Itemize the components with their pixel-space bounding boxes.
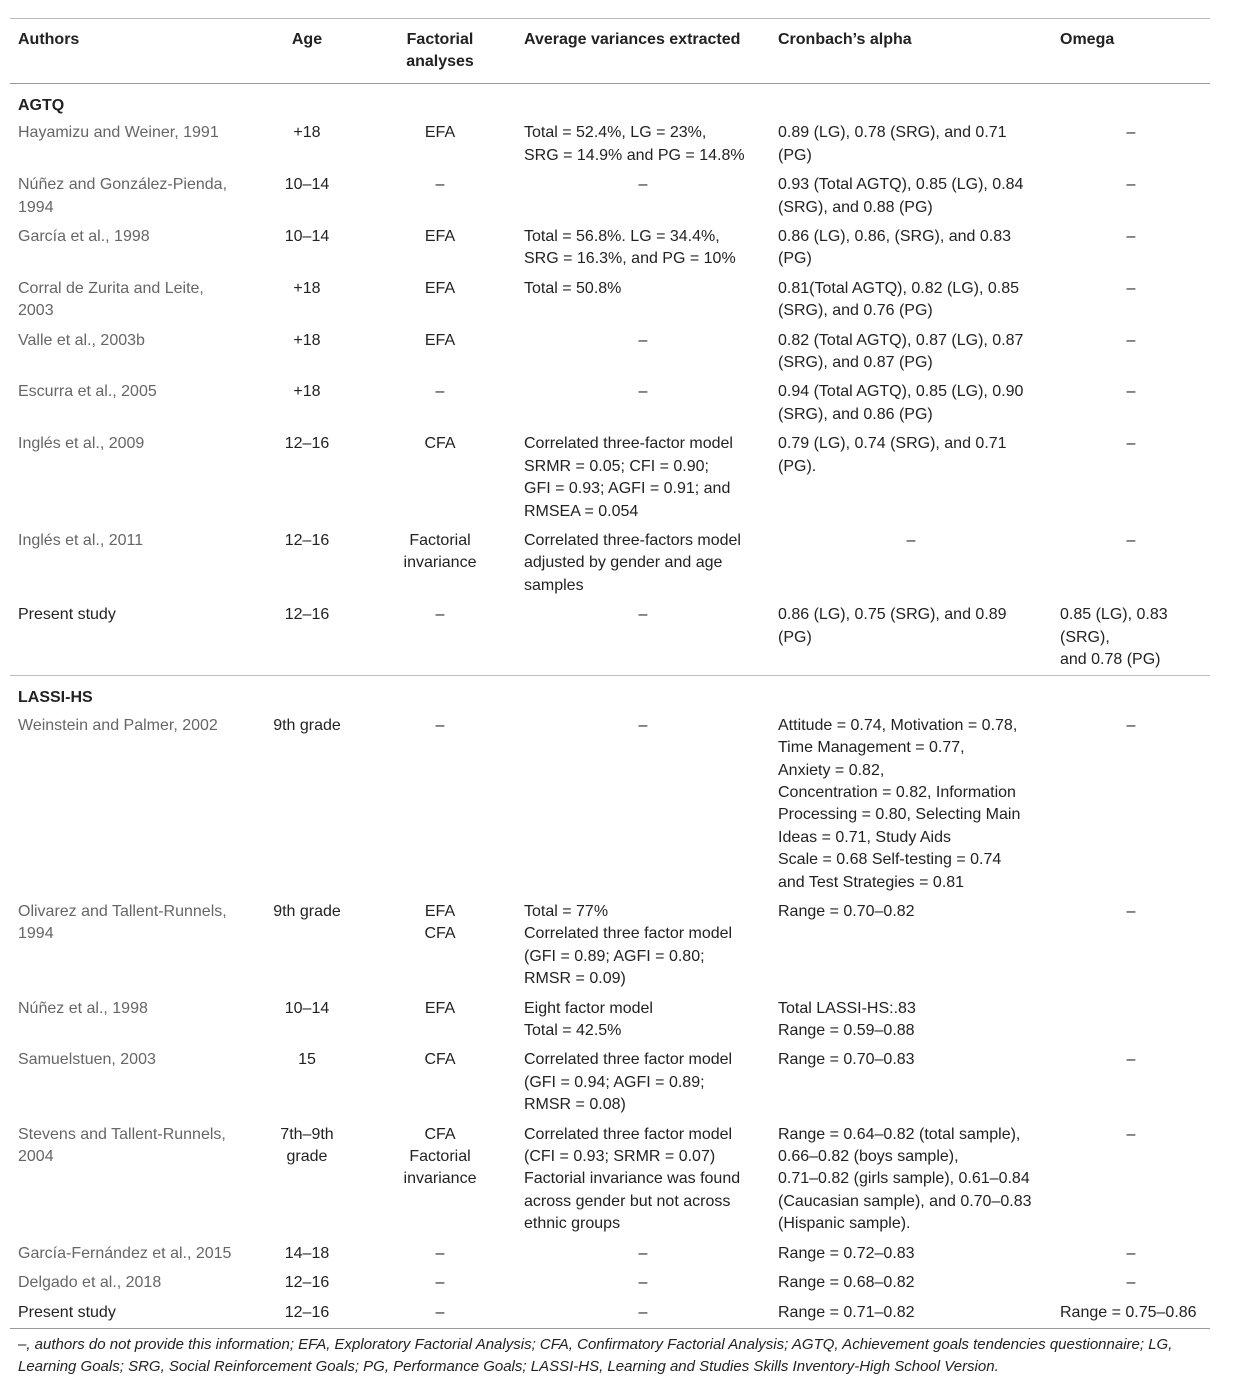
factorial-analysis-cell: EFA (424, 999, 456, 1017)
section-heading-row (10, 84, 1210, 120)
header-average-variances: Average variances extracted (524, 31, 741, 48)
age-cell: 9th grade (273, 716, 341, 734)
factorial-analysis-cell: EFA (424, 279, 456, 297)
average-variance-cell: – (638, 1244, 648, 1262)
average-variance-cell: Correlated three factor model (CFI = 0.93; SRMR = 0.07) Factorial invariance was found across gender but not across ethnic groups (524, 1125, 741, 1233)
table-container (10, 18, 1210, 1379)
author-cell: Valle et al., 2003b (18, 331, 145, 349)
section-title: AGTQ (18, 97, 65, 114)
omega-cell: – (1126, 903, 1136, 920)
table-row (10, 171, 1210, 223)
header-cronbach-alpha: Cronbach’s alpha (778, 31, 912, 48)
factorial-analysis-cell: – (435, 716, 445, 734)
table-row (10, 119, 1210, 171)
factorial-analysis-cell: EFA CFA (424, 903, 456, 943)
average-variance-cell: Total = 56.8%. LG = 34.4%, SRG = 16.3%, and PG = 10% (524, 228, 736, 268)
cronbach-alpha-cell: 0.79 (LG), 0.74 (SRG), and 0.71 (PG). (778, 435, 1007, 475)
header-factorial-analyses: Factorial analyses (406, 31, 474, 70)
factorial-analysis-cell: CFA Factorial invariance (403, 1125, 477, 1188)
factorial-analysis-cell: – (435, 1274, 445, 1292)
cronbach-alpha-cell: 0.86 (LG), 0.86, (SRG), and 0.83 (PG) (778, 228, 1012, 268)
omega-cell: – (1126, 176, 1136, 194)
omega-cell: – (1126, 1274, 1136, 1292)
section-title: LASSI-HS (18, 689, 93, 707)
omega-cell: – (1126, 435, 1136, 453)
omega-cell: – (1126, 279, 1136, 297)
table-row (10, 1269, 1210, 1298)
age-cell: 12–16 (284, 1303, 330, 1321)
factorial-analysis-cell: – (435, 606, 445, 624)
average-variance-cell: – (638, 716, 648, 734)
table-header-row (10, 19, 1210, 84)
cronbach-alpha-cell: 0.86 (LG), 0.75 (SRG), and 0.89 (PG) (778, 606, 1007, 646)
author-cell: Weinstein and Palmer, 2002 (18, 716, 218, 734)
age-cell: 12–16 (284, 606, 330, 624)
table-row (10, 1240, 1210, 1269)
cronbach-alpha-cell: 0.89 (LG), 0.78 (SRG), and 0.71 (PG) (778, 124, 1007, 164)
average-variance-cell: – (638, 606, 648, 624)
average-variance-cell: – (638, 176, 648, 194)
omega-cell: – (1126, 228, 1136, 246)
omega-cell: – (1126, 1125, 1136, 1143)
age-cell: 10–14 (284, 176, 330, 194)
author-cell: Núñez et al., 1998 (18, 999, 148, 1017)
average-variance-cell: – (638, 1274, 648, 1292)
cronbach-alpha-cell: – (906, 531, 916, 549)
age-cell: 7th–9th grade (280, 1125, 334, 1166)
factorial-analysis-cell: EFA (424, 124, 456, 142)
average-variance-cell: Correlated three-factor model SRMR = 0.05; CFI = 0.90; GFI = 0.93; AGFI = 0.91; and RMSEA = 0.054 (524, 435, 733, 520)
table-row (10, 527, 1210, 601)
age-cell: 10–14 (284, 228, 330, 246)
age-cell: 12–16 (284, 531, 330, 549)
table-row (10, 223, 1210, 275)
factorial-analysis-cell: Factorial invariance (403, 531, 477, 572)
omega-cell: – (1126, 383, 1136, 401)
author-cell: García et al., 1998 (18, 228, 150, 246)
average-variance-cell: Total = 50.8% (524, 279, 622, 297)
author-cell: Escurra et al., 2005 (18, 383, 157, 401)
omega-cell: Range = 0.75–0.86 (1060, 1303, 1197, 1321)
cronbach-alpha-cell: 0.94 (Total AGTQ), 0.85 (LG), 0.90 (SRG), and 0.86 (PG) (778, 383, 1024, 423)
header-omega: Omega (1060, 31, 1115, 48)
table-row (10, 712, 1210, 898)
omega-cell: 0.85 (LG), 0.83 (SRG), and 0.78 (PG) (1060, 606, 1168, 668)
table-row (10, 1299, 1210, 1329)
table-row (10, 601, 1210, 676)
omega-cell: – (1126, 331, 1136, 349)
factorial-analysis-cell: – (435, 1303, 445, 1321)
age-cell: 12–16 (284, 1274, 330, 1292)
table-row (10, 995, 1210, 1047)
age-cell: 12–16 (284, 435, 330, 453)
cronbach-alpha-cell: Range = 0.71–0.82 (778, 1303, 915, 1321)
age-cell: +18 (293, 331, 321, 349)
table-row (10, 378, 1210, 430)
factorial-analysis-cell: – (435, 1244, 445, 1262)
section-heading-row (10, 676, 1210, 712)
author-cell: Samuelstuen, 2003 (18, 1051, 156, 1069)
author-cell: Present study (18, 606, 116, 624)
section-lassi-hs (10, 676, 1210, 1329)
omega-cell (1052, 995, 1210, 1047)
average-variance-cell: Eight factor model Total = 42.5% (524, 999, 653, 1040)
cronbach-alpha-cell: Range = 0.70–0.83 (778, 1051, 915, 1069)
table-row (10, 430, 1210, 527)
factorial-analysis-cell: CFA (424, 435, 456, 453)
age-cell: 9th grade (273, 903, 341, 920)
factorial-analysis-cell: EFA (424, 228, 456, 246)
table-row (10, 898, 1210, 995)
cronbach-alpha-cell: 0.81(Total AGTQ), 0.82 (LG), 0.85 (SRG), and 0.76 (PG) (778, 279, 1019, 320)
average-variance-cell: – (638, 1303, 648, 1321)
cronbach-alpha-cell: 0.93 (Total AGTQ), 0.85 (LG), 0.84 (SRG), and 0.88 (PG) (778, 176, 1024, 216)
age-cell: +18 (293, 279, 321, 297)
author-cell: Delgado et al., 2018 (18, 1274, 162, 1292)
table-row (10, 327, 1210, 379)
omega-cell: – (1126, 124, 1136, 142)
age-cell: +18 (293, 124, 321, 142)
table-row (10, 1046, 1210, 1120)
author-cell: Olivarez and Tallent-Runnels, 1994 (18, 903, 227, 943)
age-cell: 15 (298, 1051, 316, 1069)
omega-cell: – (1126, 1244, 1136, 1262)
cronbach-alpha-cell: Total LASSI-HS:.83 Range = 0.59–0.88 (778, 999, 916, 1040)
author-cell: Corral de Zurita and Leite, 2003 (18, 279, 204, 320)
author-cell: Present study (18, 1303, 116, 1321)
factorial-analysis-cell: CFA (424, 1051, 456, 1069)
cronbach-alpha-cell: Range = 0.68–0.82 (778, 1274, 915, 1292)
header-age: Age (291, 31, 323, 48)
age-cell: 10–14 (284, 999, 330, 1017)
author-cell: Núñez and González-Pienda, 1994 (18, 176, 228, 216)
section-agtq (10, 84, 1210, 676)
cronbach-alpha-cell: 0.82 (Total AGTQ), 0.87 (LG), 0.87 (SRG), and 0.87 (PG) (778, 331, 1024, 372)
factorial-analysis-cell: EFA (424, 331, 456, 349)
average-variance-cell: Correlated three-factors model adjusted by gender and age samples (524, 531, 741, 594)
average-variance-cell: – (638, 331, 648, 349)
author-cell: Stevens and Tallent-Runnels, 2004 (18, 1125, 226, 1166)
table-row (10, 1121, 1210, 1240)
cronbach-alpha-cell: Range = 0.64–0.82 (total sample), 0.66–0.82 (boys sample), 0.71–0.82 (girls sample), 0.61–0.84 (Caucasian sample), and 0.70–0.83 (Hispanic sample). (778, 1125, 1032, 1233)
author-cell: García-Fernández et al., 2015 (18, 1244, 232, 1262)
cronbach-alpha-cell: Range = 0.72–0.83 (778, 1244, 915, 1262)
average-variance-cell: Total = 52.4%, LG = 23%, SRG = 14.9% and PG = 14.8% (524, 124, 745, 164)
average-variance-cell: Correlated three factor model (GFI = 0.94; AGFI = 0.89; RMSR = 0.08) (524, 1051, 733, 1114)
omega-cell: – (1126, 716, 1136, 734)
author-cell: Inglés et al., 2009 (18, 435, 145, 453)
header-authors: Authors (18, 31, 80, 48)
factorial-analysis-cell: – (435, 176, 445, 194)
factorial-analysis-cell: – (435, 383, 445, 401)
average-variance-cell: – (638, 383, 648, 401)
results-table (10, 18, 1210, 1329)
table-row (10, 275, 1210, 327)
age-cell: 14–18 (284, 1244, 330, 1262)
average-variance-cell: Total = 77% Correlated three factor model (GFI = 0.89; AGFI = 0.80; RMSR = 0.09) (524, 903, 733, 988)
author-cell: Inglés et al., 2011 (18, 531, 144, 549)
omega-cell: – (1126, 1051, 1136, 1069)
age-cell: +18 (293, 383, 321, 401)
cronbach-alpha-cell: Range = 0.70–0.82 (778, 903, 915, 920)
author-cell: Hayamizu and Weiner, 1991 (18, 124, 219, 142)
table-footnote: –, authors do not provide this information; EFA, Exploratory Factorial Analysis; CFA, Confirmatory Factorial Analysis; AGTQ, Achievement goals tendencies questionnaire; LG, Learning Goals; SRG, Social Reinforcement Goals; PG, Performance Goals; LASSI-HS, Learning and Studies Skills Inventory-High School Version. (18, 1335, 1173, 1376)
omega-cell: – (1126, 531, 1136, 549)
cronbach-alpha-cell: Attitude = 0.74, Motivation = 0.78, Time Management = 0.77, Anxiety = 0.82, Concentration = 0.82, Information Processing = 0.80, Selecting Main Ideas = 0.71, Study Aids Scale = 0.68 Self-testing = 0.74 and Test Strategies = 0.81 (778, 716, 1021, 891)
